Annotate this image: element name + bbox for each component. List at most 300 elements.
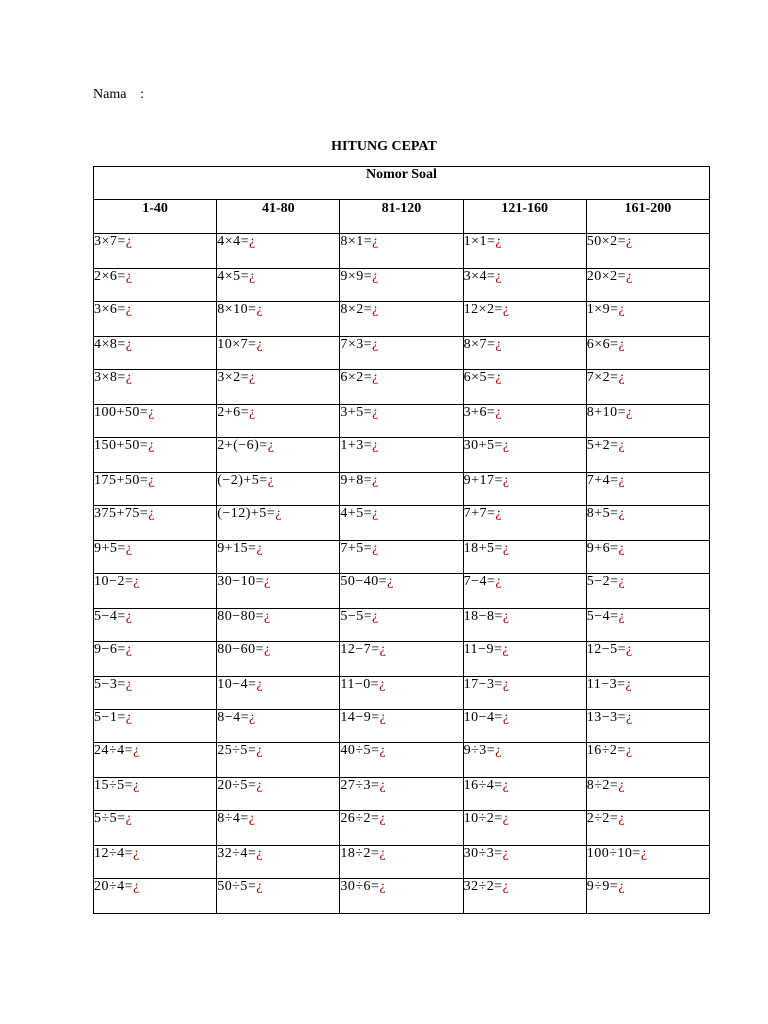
question-cell [217, 574, 340, 609]
question-text: 7+5= [340, 541, 373, 556]
question-text: 5−3= [94, 677, 126, 692]
question-text: 100+50= [94, 405, 149, 420]
question-text: 3+5= [340, 405, 373, 420]
question-text: (−2)+5= [217, 473, 268, 488]
answer-placeholder: ¿ [626, 269, 633, 284]
answer-placeholder: ¿ [379, 677, 386, 692]
question-cell [340, 269, 463, 302]
question-cell [463, 269, 586, 302]
question-text: 11−9= [463, 642, 503, 657]
question-text: 3+6= [463, 405, 496, 420]
question-cell [463, 405, 586, 438]
page-title: HITUNG CEPAT [331, 139, 437, 154]
question-text: 30÷3= [463, 846, 503, 861]
answer-placeholder: ¿ [502, 846, 509, 861]
quiz-table [93, 166, 710, 914]
answer-placeholder: ¿ [125, 370, 133, 385]
question-text: 8×7= [463, 337, 496, 352]
answer-placeholder: ¿ [502, 879, 509, 894]
answer-placeholder: ¿ [275, 506, 282, 521]
question-cell [340, 473, 463, 506]
question-text: 9×9= [340, 269, 373, 284]
answer-placeholder: ¿ [133, 743, 140, 758]
question-text: 10−2= [94, 574, 134, 589]
answer-placeholder: ¿ [502, 302, 510, 317]
answer-placeholder: ¿ [248, 370, 256, 385]
question-cell [217, 743, 340, 778]
question-cell [94, 269, 217, 302]
question-text: 2+(−6)= [217, 438, 268, 453]
question-text: 10−4= [217, 677, 257, 692]
question-cell [94, 337, 217, 370]
column-header: 1-40 [94, 200, 217, 234]
table-row [94, 609, 710, 642]
question-text: 9+17= [463, 473, 503, 488]
question-cell [463, 879, 586, 914]
question-cell [586, 541, 709, 574]
question-cell [340, 710, 463, 743]
question-text: 2×6= [94, 269, 126, 284]
question-cell [340, 234, 463, 269]
question-cell [340, 846, 463, 879]
answer-placeholder: ¿ [125, 541, 133, 556]
answer-placeholder: ¿ [495, 405, 502, 420]
question-cell [463, 811, 586, 846]
answer-placeholder: ¿ [502, 677, 510, 692]
answer-placeholder: ¿ [625, 743, 633, 758]
table-row [94, 677, 710, 710]
question-cell [217, 642, 340, 677]
question-cell [94, 473, 217, 506]
question-text: 24÷4= [94, 743, 134, 758]
answer-placeholder: ¿ [618, 337, 625, 352]
question-text: 9+6= [586, 541, 619, 556]
question-cell [463, 609, 586, 642]
question-text: 11−0= [340, 677, 380, 692]
question-text: 50÷5= [217, 879, 257, 894]
question-text: 8+10= [586, 405, 627, 420]
answer-placeholder: ¿ [618, 541, 625, 556]
question-text: 9−6= [94, 642, 126, 657]
answer-placeholder: ¿ [379, 846, 386, 861]
answer-placeholder: ¿ [372, 302, 379, 317]
column-header: 81-120 [340, 200, 463, 234]
question-text: 20÷5= [217, 778, 257, 793]
question-cell [340, 743, 463, 778]
column-header: 41-80 [217, 200, 340, 234]
question-cell [217, 677, 340, 710]
answer-placeholder: ¿ [248, 234, 256, 249]
question-text: 175+50= [94, 473, 149, 488]
answer-placeholder: ¿ [502, 609, 510, 624]
question-cell [94, 370, 217, 405]
question-cell [340, 811, 463, 846]
question-text: 9+8= [340, 473, 373, 488]
answer-placeholder: ¿ [267, 438, 274, 453]
name-colon: : [139, 87, 144, 102]
question-text: 2÷2= [586, 811, 619, 826]
answer-placeholder: ¿ [133, 846, 140, 861]
question-cell [217, 370, 340, 405]
table-row [94, 506, 710, 541]
answer-placeholder: ¿ [125, 811, 132, 826]
question-cell [463, 677, 586, 710]
answer-placeholder: ¿ [372, 269, 379, 284]
question-cell [94, 710, 217, 743]
question-cell [217, 879, 340, 914]
question-text: 3×4= [463, 269, 496, 284]
answer-placeholder: ¿ [372, 438, 379, 453]
table-row [94, 370, 710, 405]
question-text: 15÷5= [94, 778, 134, 793]
question-text: 11−3= [586, 677, 626, 692]
question-cell [94, 302, 217, 337]
question-text: 7−4= [463, 574, 496, 589]
question-text: 5−4= [586, 609, 619, 624]
question-cell [217, 541, 340, 574]
answer-placeholder: ¿ [618, 778, 625, 793]
question-text: 9÷3= [463, 743, 496, 758]
question-text: 12÷4= [94, 846, 134, 861]
answer-placeholder: ¿ [618, 438, 625, 453]
question-text: 5−4= [94, 609, 126, 624]
answer-placeholder: ¿ [256, 743, 263, 758]
question-cell [340, 438, 463, 473]
question-cell [586, 337, 709, 370]
answer-placeholder: ¿ [618, 811, 625, 826]
answer-placeholder: ¿ [618, 370, 625, 385]
answer-placeholder: ¿ [502, 710, 510, 725]
question-cell [217, 269, 340, 302]
question-text: 16÷2= [586, 743, 626, 758]
question-text: 18+5= [463, 541, 503, 556]
name-label: Nama [93, 87, 127, 102]
answer-placeholder: ¿ [625, 677, 632, 692]
question-text: 27÷3= [340, 778, 380, 793]
question-cell [94, 541, 217, 574]
question-cell [463, 302, 586, 337]
answer-placeholder: ¿ [379, 778, 386, 793]
question-text: 10×7= [217, 337, 257, 352]
answer-placeholder: ¿ [502, 811, 509, 826]
question-cell [586, 370, 709, 405]
table-row [94, 743, 710, 778]
question-cell [340, 778, 463, 811]
question-cell [217, 438, 340, 473]
answer-placeholder: ¿ [502, 778, 509, 793]
answer-placeholder: ¿ [379, 743, 386, 758]
answer-placeholder: ¿ [372, 337, 379, 352]
table-row [94, 879, 710, 914]
question-cell [340, 405, 463, 438]
question-text: 6×5= [463, 370, 496, 385]
answer-placeholder: ¿ [372, 473, 379, 488]
answer-placeholder: ¿ [125, 609, 133, 624]
answer-placeholder: ¿ [125, 234, 133, 249]
table-row [94, 778, 710, 811]
question-text: 14−9= [340, 710, 380, 725]
answer-placeholder: ¿ [256, 302, 263, 317]
answer-placeholder: ¿ [618, 506, 625, 521]
question-cell [586, 677, 709, 710]
answer-placeholder: ¿ [626, 405, 633, 420]
question-cell [586, 846, 709, 879]
question-cell [340, 574, 463, 609]
question-cell [463, 506, 586, 541]
question-cell [463, 541, 586, 574]
question-cell [217, 811, 340, 846]
question-cell [94, 234, 217, 269]
question-text: 9+5= [94, 541, 126, 556]
question-text: 4×8= [94, 337, 126, 352]
question-text: 1×9= [586, 302, 619, 317]
question-text: 100÷10= [586, 846, 641, 861]
question-text: 26÷2= [340, 811, 380, 826]
question-cell [340, 302, 463, 337]
question-cell [217, 609, 340, 642]
answer-placeholder: ¿ [618, 609, 625, 624]
answer-placeholder: ¿ [372, 370, 379, 385]
answer-placeholder: ¿ [502, 642, 509, 657]
question-cell [94, 677, 217, 710]
question-text: 12−5= [586, 642, 627, 657]
answer-placeholder: ¿ [626, 710, 633, 725]
answer-placeholder: ¿ [495, 506, 502, 521]
answer-placeholder: ¿ [148, 506, 155, 521]
answer-placeholder: ¿ [125, 302, 133, 317]
question-text: 32÷4= [217, 846, 257, 861]
question-text: 32÷2= [463, 879, 503, 894]
question-cell [586, 506, 709, 541]
answer-placeholder: ¿ [379, 811, 386, 826]
question-cell [217, 710, 340, 743]
answer-placeholder: ¿ [256, 337, 263, 352]
question-text: 18−8= [463, 609, 503, 624]
answer-placeholder: ¿ [379, 710, 386, 725]
question-cell [217, 778, 340, 811]
answer-placeholder: ¿ [640, 846, 648, 861]
answer-placeholder: ¿ [248, 405, 256, 420]
question-text: 18÷2= [340, 846, 380, 861]
answer-placeholder: ¿ [125, 337, 133, 352]
question-cell [217, 337, 340, 370]
name-field-line [93, 87, 144, 103]
question-text: (−12)+5= [217, 506, 276, 521]
answer-placeholder: ¿ [618, 879, 625, 894]
question-text: 12−7= [340, 642, 380, 657]
question-cell [340, 506, 463, 541]
question-text: 8×1= [340, 234, 373, 249]
question-cell [586, 811, 709, 846]
question-cell [94, 438, 217, 473]
question-text: 16÷4= [463, 778, 503, 793]
question-cell [217, 846, 340, 879]
answer-placeholder: ¿ [495, 337, 502, 352]
question-cell [340, 879, 463, 914]
table-row [94, 234, 710, 269]
answer-placeholder: ¿ [618, 574, 625, 589]
question-cell [586, 438, 709, 473]
question-cell [586, 269, 709, 302]
question-cell [94, 609, 217, 642]
question-cell [463, 370, 586, 405]
question-cell [217, 405, 340, 438]
question-cell [586, 879, 709, 914]
question-cell [340, 642, 463, 677]
answer-placeholder: ¿ [125, 677, 133, 692]
question-text: 5−1= [94, 710, 126, 725]
question-cell [94, 846, 217, 879]
answer-placeholder: ¿ [372, 609, 379, 624]
question-cell [94, 574, 217, 609]
question-text: 80−60= [217, 642, 264, 657]
question-cell [340, 609, 463, 642]
question-cell [463, 337, 586, 370]
answer-placeholder: ¿ [502, 473, 510, 488]
answer-placeholder: ¿ [372, 405, 379, 420]
answer-placeholder: ¿ [148, 438, 155, 453]
question-cell [463, 778, 586, 811]
answer-placeholder: ¿ [495, 269, 502, 284]
question-text: 50−40= [340, 574, 388, 589]
answer-placeholder: ¿ [263, 642, 271, 657]
question-text: 20×2= [586, 269, 627, 284]
question-text: 5−5= [340, 609, 373, 624]
question-cell [94, 506, 217, 541]
answer-placeholder: ¿ [618, 473, 625, 488]
question-text: 8÷2= [586, 778, 619, 793]
quiz-table-body [94, 234, 710, 914]
table-row [94, 541, 710, 574]
question-cell [340, 541, 463, 574]
answer-placeholder: ¿ [148, 473, 155, 488]
question-text: 8×2= [340, 302, 373, 317]
question-text: 5+2= [586, 438, 619, 453]
question-text: 8−4= [217, 710, 249, 725]
answer-placeholder: ¿ [495, 743, 502, 758]
question-cell [217, 234, 340, 269]
question-text: 30÷6= [340, 879, 380, 894]
question-text: 7×2= [586, 370, 619, 385]
question-text: 5−2= [586, 574, 619, 589]
answer-placeholder: ¿ [133, 879, 140, 894]
answer-placeholder: ¿ [618, 302, 625, 317]
question-cell [586, 710, 709, 743]
question-cell [586, 302, 709, 337]
answer-placeholder: ¿ [495, 234, 502, 249]
question-cell [94, 811, 217, 846]
question-text: 4×5= [217, 269, 249, 284]
question-cell [94, 879, 217, 914]
answer-placeholder: ¿ [626, 234, 633, 249]
answer-placeholder: ¿ [372, 506, 379, 521]
question-text: 4×4= [217, 234, 249, 249]
question-text: 50×2= [586, 234, 627, 249]
table-row [94, 337, 710, 370]
answer-placeholder: ¿ [263, 609, 271, 624]
answer-placeholder: ¿ [502, 438, 510, 453]
question-cell [217, 506, 340, 541]
question-cell [217, 473, 340, 506]
question-cell [463, 743, 586, 778]
question-text: 20÷4= [94, 879, 134, 894]
question-cell [586, 642, 709, 677]
question-text: 3×6= [94, 302, 126, 317]
answer-placeholder: ¿ [248, 710, 256, 725]
question-text: 5÷5= [94, 811, 126, 826]
question-text: 3×2= [217, 370, 249, 385]
table-row [94, 574, 710, 609]
question-text: 17−3= [463, 677, 503, 692]
question-cell [463, 846, 586, 879]
question-text: 80−80= [217, 609, 264, 624]
answer-placeholder: ¿ [133, 574, 140, 589]
question-text: 3×7= [94, 234, 126, 249]
question-text: 30+5= [463, 438, 503, 453]
question-cell [94, 642, 217, 677]
question-cell [340, 677, 463, 710]
answer-placeholder: ¿ [125, 710, 133, 725]
question-text: 6×6= [586, 337, 619, 352]
table-row [94, 302, 710, 337]
question-text: 7×3= [340, 337, 373, 352]
question-cell [586, 743, 709, 778]
answer-placeholder: ¿ [125, 642, 133, 657]
table-row [94, 473, 710, 506]
column-header: 121-160 [463, 200, 586, 234]
question-cell [94, 778, 217, 811]
answer-placeholder: ¿ [267, 473, 274, 488]
table-row [94, 269, 710, 302]
question-text: 6×2= [340, 370, 373, 385]
answer-placeholder: ¿ [626, 642, 633, 657]
question-text: 10÷2= [463, 811, 503, 826]
answer-placeholder: ¿ [379, 879, 386, 894]
answer-placeholder: ¿ [256, 879, 263, 894]
question-text: 7+4= [586, 473, 619, 488]
answer-placeholder: ¿ [502, 541, 510, 556]
question-text: 1×1= [463, 234, 496, 249]
question-cell [463, 438, 586, 473]
question-text: 150+50= [94, 438, 149, 453]
question-text: 9÷9= [586, 879, 619, 894]
question-text: 375+75= [94, 506, 149, 521]
question-text: 9+15= [217, 541, 257, 556]
answer-placeholder: ¿ [133, 778, 140, 793]
question-text: 2+6= [217, 405, 249, 420]
column-header-row [94, 200, 710, 234]
question-cell [586, 405, 709, 438]
answer-placeholder: ¿ [495, 574, 502, 589]
table-row [94, 642, 710, 677]
question-cell [586, 574, 709, 609]
question-cell [340, 337, 463, 370]
column-header: 161-200 [586, 200, 709, 234]
question-cell [586, 473, 709, 506]
answer-placeholder: ¿ [256, 541, 263, 556]
question-text: 10−4= [463, 710, 503, 725]
question-cell [94, 405, 217, 438]
question-text: 30−10= [217, 574, 264, 589]
table-row [94, 405, 710, 438]
answer-placeholder: ¿ [372, 541, 379, 556]
question-text: 12×2= [463, 302, 503, 317]
question-cell [586, 609, 709, 642]
answer-placeholder: ¿ [248, 269, 256, 284]
question-cell [586, 778, 709, 811]
question-text: 4+5= [340, 506, 373, 521]
question-text: 7+7= [463, 506, 496, 521]
